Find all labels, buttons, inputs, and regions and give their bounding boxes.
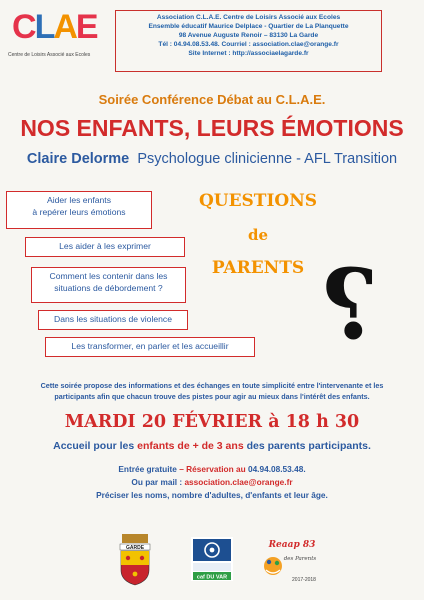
question-text: Les transformer, en parler et les accueillir: [71, 341, 229, 351]
entry-phone: 04.94.08.53.48.: [247, 464, 306, 474]
event-subtitle: Soirée Conférence Débat au C.L.A.E.: [98, 92, 326, 107]
event-title: NOS ENFANTS, LEURS ÉMOTIONS: [20, 115, 404, 141]
entry-mail-line: [0, 476, 424, 489]
question-box: [45, 337, 255, 357]
reaap-sub: des Parents: [283, 556, 317, 562]
question-box: [6, 191, 152, 229]
garde-label: GARDE: [125, 545, 145, 551]
speaker-role: Psychologue clinicienne - AFL Transition: [137, 151, 398, 167]
clae-logo-subtitle: Centre de Loisirs Associé aux Ecoles: [8, 52, 91, 58]
entry-mail-link[interactable]: association.clae@orange.fr: [184, 477, 293, 487]
questions-heading-parents: PARENTS: [211, 258, 305, 278]
association-address-1: Ensemble éducatif Maurice Delplace - Quartier de La Planquette: [148, 23, 349, 30]
question-box: [31, 267, 186, 303]
questions-heading-de: de: [247, 226, 269, 244]
welcome-suffix: des parents participants.: [246, 440, 371, 452]
association-contact: Tél : 04.94.08.53.48. Courriel : association.clae@orange.fr: [158, 41, 339, 48]
speaker-line: [0, 151, 424, 167]
clae-logo-letters: CLAE: [12, 8, 97, 46]
caf-label: caf DU VAR: [196, 574, 228, 581]
question-text: Comment les contenir dans les: [49, 271, 168, 281]
event-date: MARDI 20 FÉVRIER à 18 h 30: [64, 412, 360, 432]
entry-free-label: Entrée gratuite: [118, 464, 177, 474]
entry-details: Préciser les noms, nombre d'adultes, d'enfants et leur âge.: [96, 490, 328, 500]
question-text: Les aider à les exprimer: [59, 241, 151, 251]
entry-info: [0, 463, 424, 502]
association-info-box: [115, 10, 382, 72]
reaap-years: 2017-2018: [292, 577, 316, 583]
la-garde-crest-logo: [118, 534, 152, 586]
question-box: [25, 237, 185, 257]
entry-mail-label: Ou par mail :: [131, 477, 183, 487]
question-text: Dans les situations de violence: [54, 314, 172, 324]
reaap-83-logo: [260, 536, 320, 586]
entry-reservation-label: – Réservation au: [179, 464, 246, 474]
caf-du-var-logo: [191, 537, 233, 581]
question-mark-icon: ?: [322, 248, 379, 361]
welcome-prefix: Accueil pour les: [53, 440, 135, 452]
association-name: Association C.L.A.E. Centre de Loisirs Associé aux Ecoles: [156, 14, 341, 21]
event-description: Cette soirée propose des informations et des échanges en toute simplicité entre l'intervenante et les participants afin que chacun trouve des pistes pour agir au mieux dans l'intérêt des enfants.: [40, 381, 384, 401]
welcome-line: [0, 440, 424, 452]
question-text: Aider les enfants: [46, 195, 111, 205]
welcome-highlight: enfants de + de 3 ans: [137, 440, 244, 452]
question-text: situations de débordement ?: [54, 283, 163, 293]
reaap-label: Reaap 83: [268, 540, 316, 550]
speaker-name: Claire Delorme: [26, 151, 130, 167]
question-text: à repérer leurs émotions: [32, 207, 126, 217]
question-box: [38, 310, 188, 330]
association-website: Site Internet : http://associaelagarde.fr: [188, 50, 309, 57]
entry-line: [0, 463, 424, 476]
association-address-2: 98 Avenue Auguste Renoir – 83130 La Garde: [178, 32, 319, 39]
questions-heading: QUESTIONS: [198, 191, 318, 211]
clae-logo: [8, 8, 96, 62]
